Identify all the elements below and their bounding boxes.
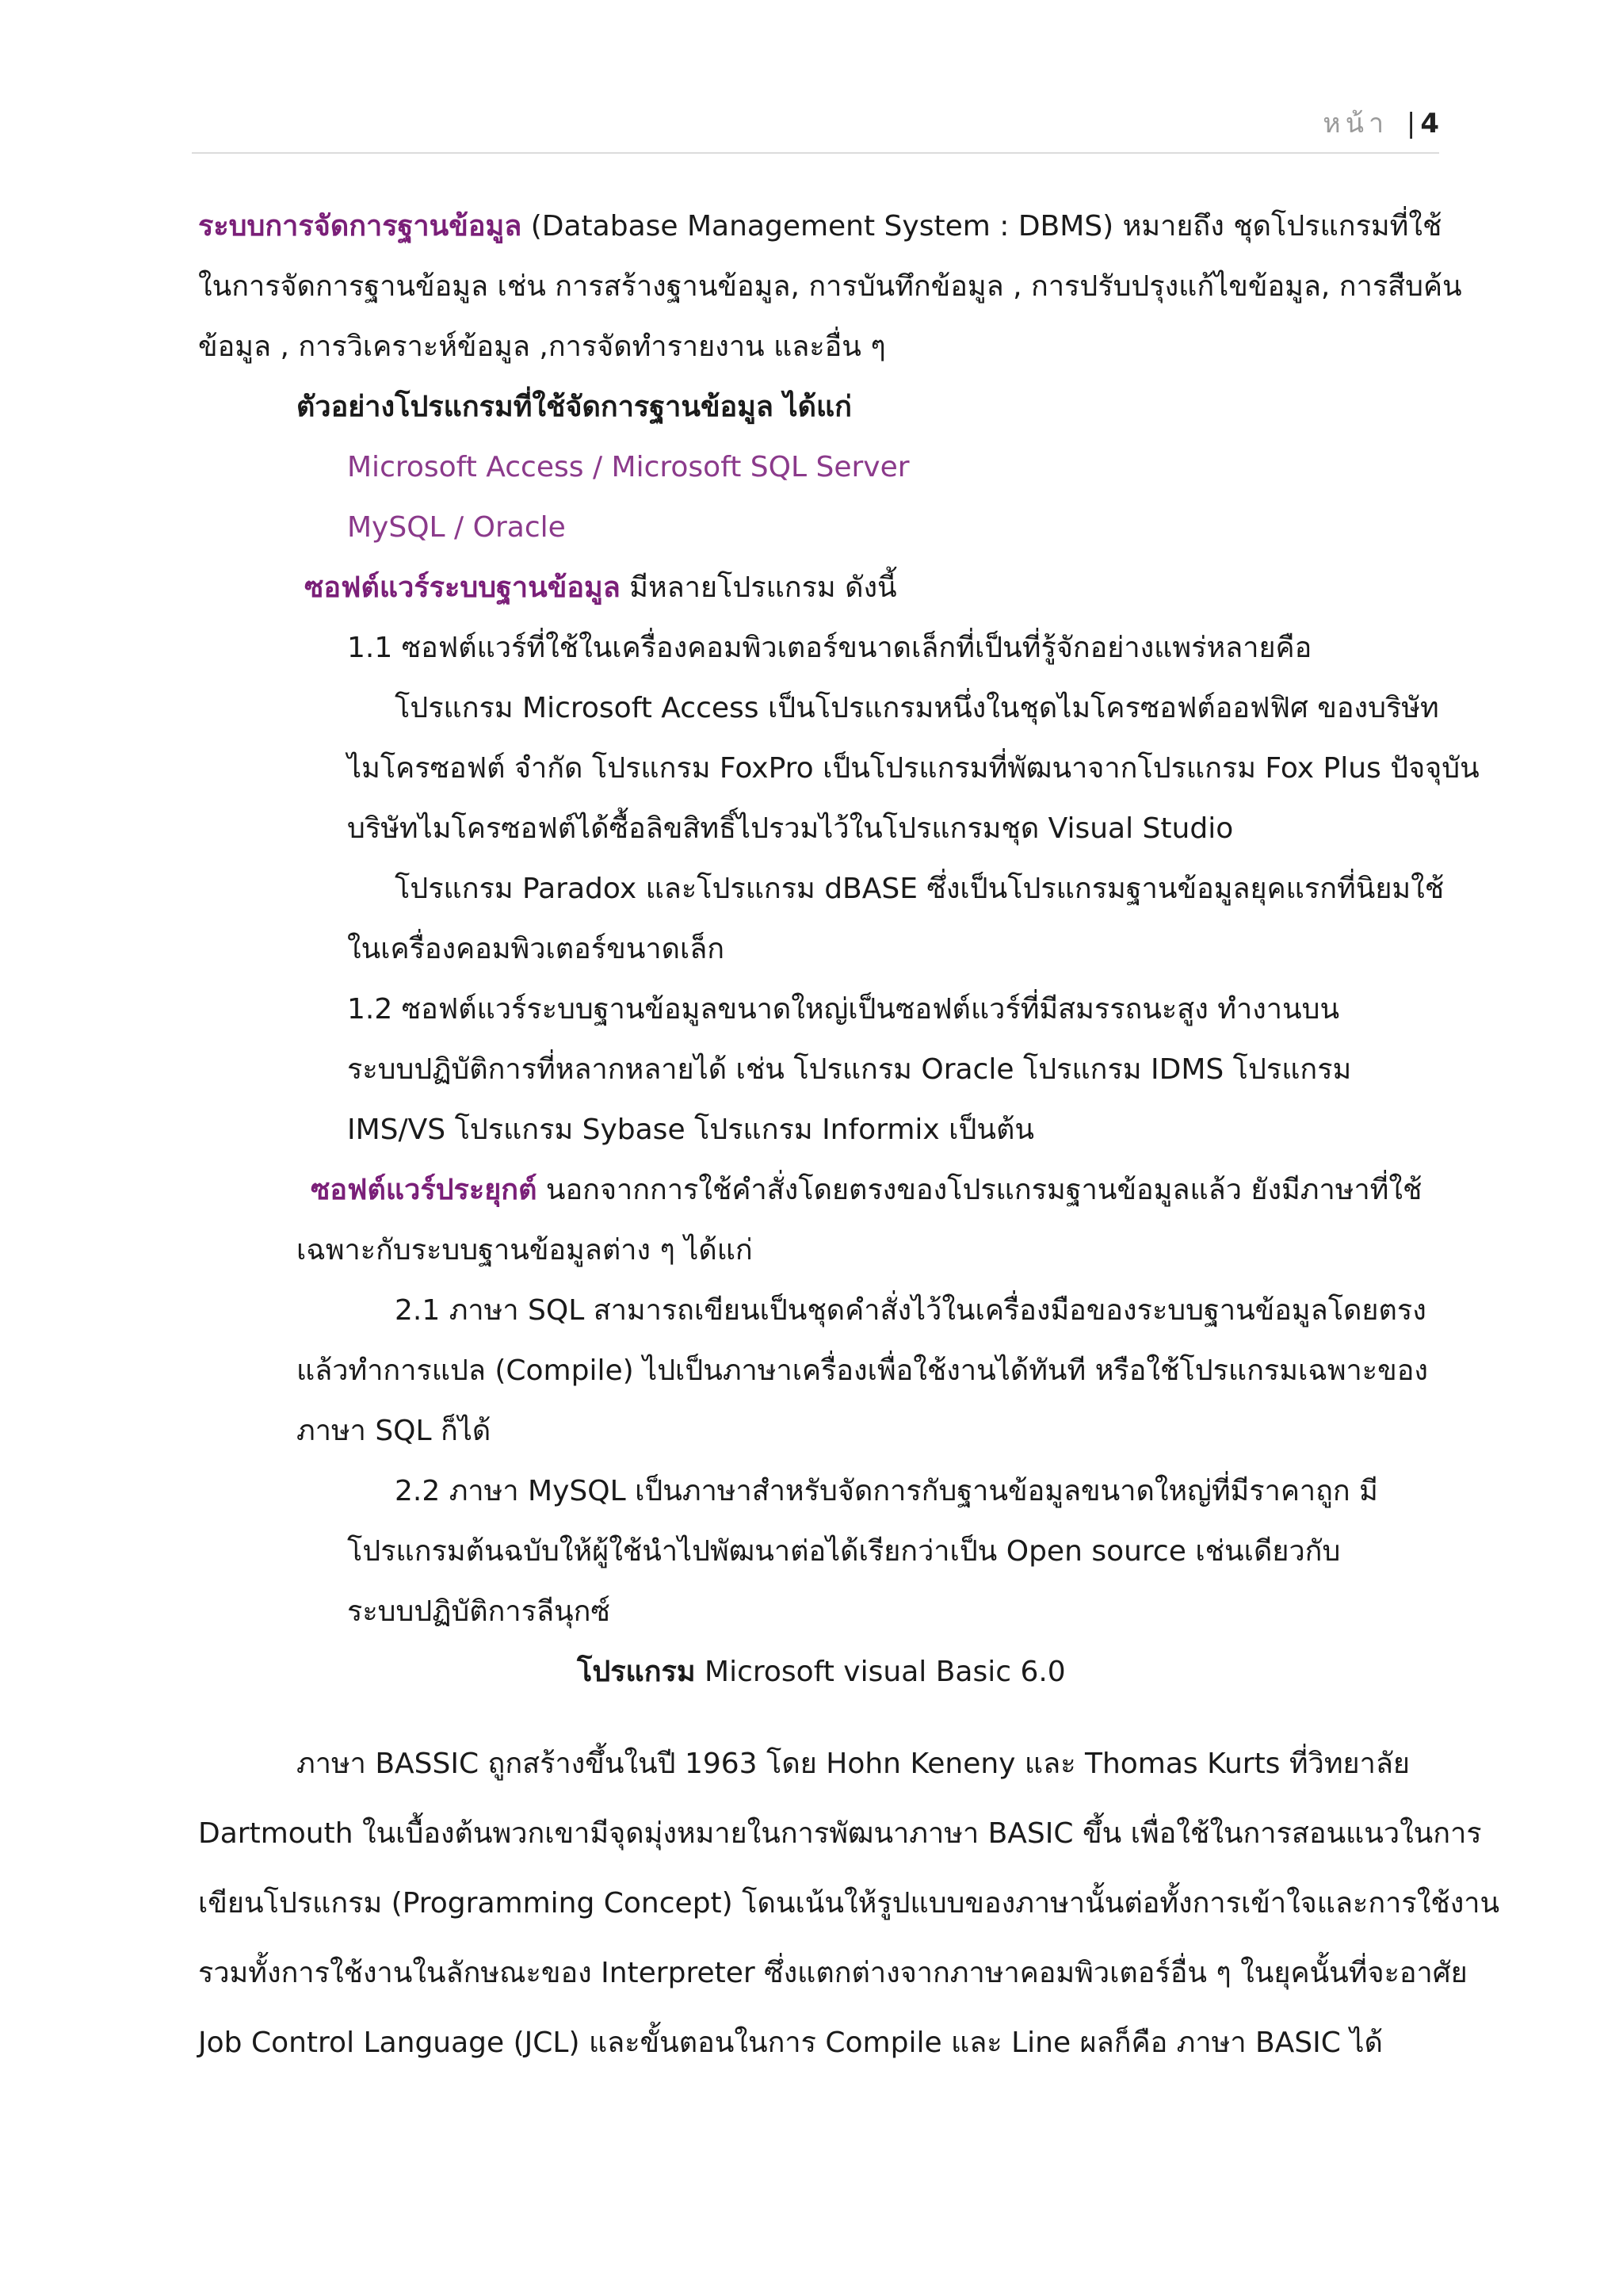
page-label: หน้า xyxy=(1323,108,1389,139)
section-1-2-line-2: ระบบปฏิบัติการที่หลากหลายได้ เช่น โปรแกรม Oracle โปรแกรม IDMS โปรแกรม xyxy=(347,1053,1352,1086)
app-software-line-2: เฉพาะกับระบบฐานข้อมูลต่าง ๆ ได้แก่ xyxy=(296,1234,753,1266)
section-2-2-line-3: ระบบปฏิบัติการลีนุกซ์ xyxy=(347,1595,610,1628)
section-1-1-line-2: โปรแกรม Microsoft Access เป็นโปรแกรมหนึ่งในชุดไมโครซอฟต์ออฟฟิศ ของบริษัท xyxy=(395,692,1439,724)
app-software-line xyxy=(311,1171,1422,1209)
intro-line-3: ข้อมูล , การวิเคราะห์ข้อมูล ,การจัดทำรายงาน และอื่น ๆ xyxy=(198,330,886,363)
section-2-2-line-1: 2.2 ภาษา MySQL เป็นภาษาสำหรับจัดการกับฐานข้อมูลขนาดใหญ่ที่มีราคาถูก มี xyxy=(395,1475,1378,1507)
page-number: 4 xyxy=(1420,108,1439,139)
dbms-term: ระบบการจัดการฐานข้อมูล xyxy=(198,210,522,243)
intro-line-1-text: (Database Management System : DBMS) หมายถึง ชุดโปรแกรมที่ใช้ xyxy=(521,210,1442,243)
dbms-software-line xyxy=(304,569,897,607)
examples-heading: ตัวอย่างโปรแกรมที่ใช้จัดการฐานข้อมูล ได้แก่ xyxy=(296,391,852,423)
vb-paragraph-line-4: รวมทั้งการใช้งานในลักษณะของ Interpreter ซึ่งแตกต่างจากภาษาคอมพิวเตอร์อื่น ๆ ในยุคนั้นที่จะอาศัย xyxy=(198,1957,1468,1989)
section-2-2-line-2: โปรแกรมต้นฉบับให้ผู้ใช้นำไปพัฒนาต่อได้เรียกว่าเป็น Open source เช่นเดียวกับ xyxy=(347,1535,1341,1568)
vb-paragraph-line-1: ภาษา BASSIC ถูกสร้างขึ้นในปี 1963 โดย Hohn Keneny และ Thomas Kurts ที่วิทยาลัย xyxy=(296,1748,1411,1780)
section-2-1-line-1: 2.1 ภาษา SQL สามารถเขียนเป็นชุดคำสั่งไว้ในเครื่องมือของระบบฐานข้อมูลโดยตรง xyxy=(395,1294,1426,1327)
section-1-1-line-1: 1.1 ซอฟต์แวร์ที่ใช้ในเครื่องคอมพิวเตอร์ขนาดเล็กที่เป็นที่รู้จักอย่างแพร่หลายคือ xyxy=(347,632,1312,664)
vb-paragraph-line-2: Dartmouth ในเบื้องต้นพวกเขามีจุดมุ่งหมายในการพัฒนาภาษา BASIC ขึ้น เพื่อใช้ในการสอนแนวในการ xyxy=(198,1817,1482,1850)
intro-line-1 xyxy=(198,208,1442,246)
section-1-2-line-3: IMS/VS โปรแกรม Sybase โปรแกรม Informix เป็นต้น xyxy=(347,1114,1034,1146)
header-rule xyxy=(192,152,1439,154)
app-software-text: นอกจากการใช้คำสั่งโดยตรงของโปรแกรมฐานข้อมูลแล้ว ยังมีภาษาที่ใช้ xyxy=(537,1174,1423,1206)
vb-paragraph-line-5: Job Control Language (JCL) และขั้นตอนในการ Compile และ Line ผลก็คือ ภาษา BASIC ได้ xyxy=(198,2027,1383,2059)
app-software-term: ซอฟต์แวร์ประยุกต์ xyxy=(311,1174,537,1206)
section-1-2-line-1: 1.2 ซอฟต์แวร์ระบบฐานข้อมูลขนาดใหญ่เป็นซอฟต์แวร์ที่มีสมรรถนะสูง ทำงานบน xyxy=(347,993,1340,1026)
examples-line-1: Microsoft Access / Microsoft SQL Server xyxy=(347,451,910,483)
section-2-1-line-2: แล้วทำการแปล (Compile) ไปเป็นภาษาเครื่องเพื่อใช้งานได้ทันที หรือใช้โปรแกรมเฉพาะของ xyxy=(296,1354,1428,1387)
section-1-1-line-4: บริษัทไมโครซอฟต์ได้ซื้อลิขสิทธิ์ไปรวมไว้ในโปรแกรมชุด Visual Studio xyxy=(347,812,1234,845)
section-2-1-line-3: ภาษา SQL ก็ได้ xyxy=(296,1415,491,1447)
page-header xyxy=(1323,101,1439,144)
vb-section-title xyxy=(577,1653,1066,1691)
examples-line-2: MySQL / Oracle xyxy=(347,511,566,544)
section-1-1-line-3: ไมโครซอฟต์ จำกัด โปรแกรม FoxPro เป็นโปรแกรมที่พัฒนาจากโปรแกรม Fox Plus ปัจจุบัน xyxy=(347,752,1480,785)
vb-title-rest: Microsoft visual Basic 6.0 xyxy=(695,1656,1066,1688)
header-separator: | xyxy=(1406,108,1416,139)
section-1-1-line-5: โปรแกรม Paradox และโปรแกรม dBASE ซึ่งเป็นโปรแกรมฐานข้อมูลยุคแรกที่นิยมใช้ xyxy=(395,873,1445,905)
dbms-software-term: ซอฟต์แวร์ระบบฐานข้อมูล xyxy=(304,571,621,604)
section-1-1-line-6: ในเครื่องคอมพิวเตอร์ขนาดเล็ก xyxy=(347,933,725,965)
intro-line-2: ในการจัดการฐานข้อมูล เช่น การสร้างฐานข้อมูล, การบันทึกข้อมูล , การปรับปรุงแก้ไขข้อมูล, การสืบค้น xyxy=(198,270,1462,303)
vb-paragraph-line-3: เขียนโปรแกรม (Programming Concept) โดนเน้นให้รูปแบบของภาษานั้นต่อทั้งการเข้าใจและการใช้งาน xyxy=(198,1887,1500,1920)
dbms-software-text: มีหลายโปรแกรม ดังนี้ xyxy=(620,571,897,604)
vb-title-bold: โปรแกรม xyxy=(577,1656,696,1688)
